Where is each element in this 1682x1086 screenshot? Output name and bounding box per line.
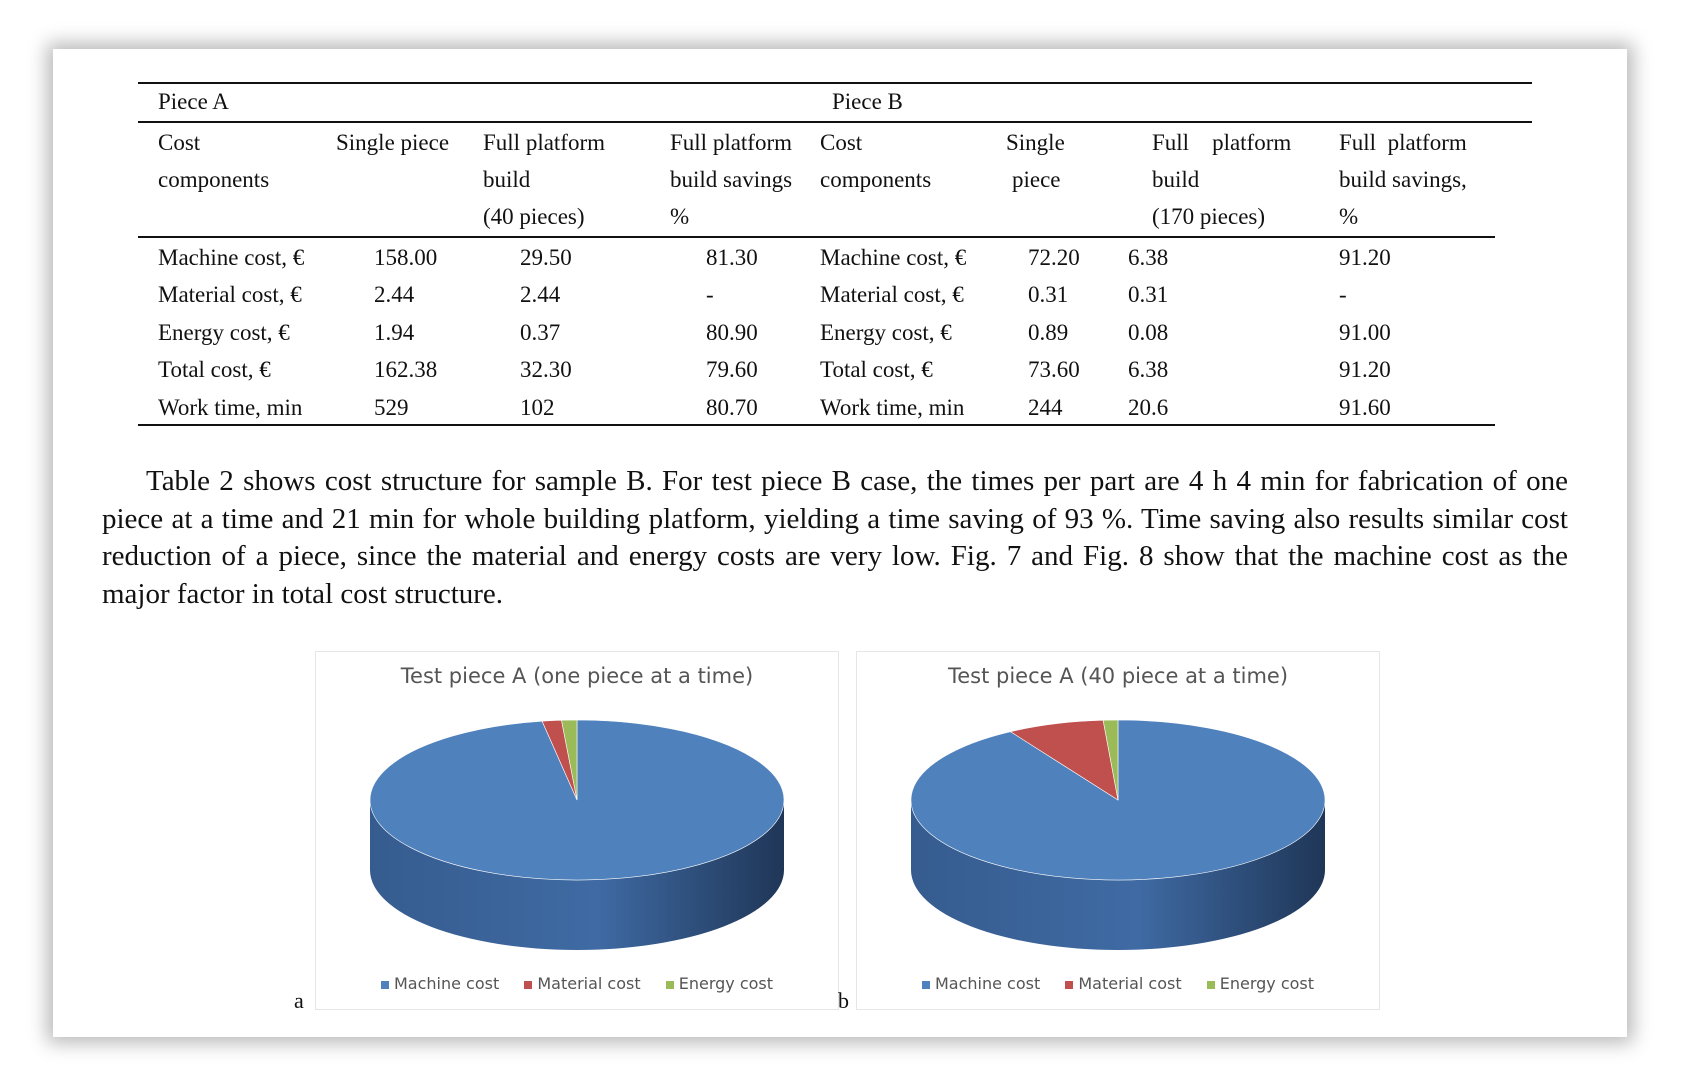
chart-b-title: Test piece A (40 piece at a time): [947, 664, 1289, 688]
table-header-rule: [138, 236, 1495, 238]
header-b-savings-1: Full platform: [1339, 130, 1467, 155]
cell-a-full: 102: [520, 395, 555, 420]
header-a-savings-1: Full platform: [670, 130, 793, 155]
cell-b-savings: 91.00: [1339, 320, 1391, 345]
table-top-rule: [138, 82, 1532, 84]
legend-swatch-machine: [381, 981, 389, 989]
cell-b-full: 20.6: [1128, 395, 1169, 420]
cell-b-full: 6.38: [1128, 245, 1169, 270]
cell-a-single: 162.38: [374, 357, 438, 382]
cell-a-label: Total cost, €: [158, 357, 271, 382]
header-a-cost-2: components: [158, 167, 270, 192]
cell-a-full: 0.37: [520, 320, 561, 345]
chart-b-svg: [857, 652, 1379, 1009]
cell-b-full: 0.08: [1128, 320, 1169, 345]
cell-a-savings: 79.60: [706, 357, 758, 382]
header-b-single-2: piece: [1012, 167, 1061, 192]
cell-a-label: Machine cost, €: [158, 245, 305, 270]
legend-label: Material cost: [1078, 974, 1182, 993]
cell-a-savings: 80.70: [706, 395, 758, 420]
pie-chart-a: [315, 651, 839, 1010]
cell-b-single: 72.20: [1028, 245, 1080, 270]
cell-b-label: Energy cost, €: [820, 320, 952, 345]
header-a-savings-2: build savings: [670, 167, 793, 192]
cell-a-label: Material cost, €: [158, 282, 302, 307]
cell-b-savings: 91.20: [1339, 357, 1391, 382]
cell-b-savings: -: [1339, 282, 1347, 307]
legend-item: [666, 974, 773, 993]
legend-item: [922, 974, 1040, 993]
piece-b-label: Piece B: [832, 89, 903, 114]
legend-item: [381, 974, 499, 993]
chart-a-svg: [316, 652, 838, 1009]
cell-b-savings: 91.60: [1339, 395, 1391, 420]
cell-a-label: Energy cost, €: [158, 320, 290, 345]
cell-b-label: Total cost, €: [820, 357, 933, 382]
legend-label: Material cost: [537, 974, 641, 993]
table-bottom-rule: [138, 424, 1495, 426]
cell-a-single: 1.94: [374, 320, 415, 345]
cell-a-savings: 80.90: [706, 320, 758, 345]
figure-letter-a: a: [294, 988, 304, 1013]
cell-a-single: 2.44: [374, 282, 415, 307]
legend-swatch-energy: [666, 981, 674, 989]
cell-a-single: 529: [374, 395, 409, 420]
cell-b-savings: 91.20: [1339, 245, 1391, 270]
header-b-savings-3: %: [1339, 204, 1359, 229]
cell-b-label: Machine cost, €: [820, 245, 967, 270]
header-b-cost-2: components: [820, 167, 932, 192]
header-a-cost-1: Cost: [158, 130, 201, 155]
header-a-full-3: (40 pieces): [483, 204, 585, 229]
cell-b-full: 6.38: [1128, 357, 1169, 382]
header-b-single-1: Single: [1006, 130, 1065, 155]
cell-b-label: Work time, min: [820, 395, 965, 420]
cell-b-single: 244: [1028, 395, 1063, 420]
piece-a-label: Piece A: [158, 89, 229, 114]
figure-letter-b: b: [838, 988, 849, 1013]
header-b-savings-2: build savings,: [1339, 167, 1467, 192]
cell-b-single: 73.60: [1028, 357, 1080, 382]
legend-item: [524, 974, 640, 993]
header-a-full-2: build: [483, 167, 531, 192]
legend-swatch-energy: [1207, 981, 1215, 989]
table-group-rule: [138, 121, 1532, 123]
cell-b-full: 0.31: [1128, 282, 1169, 307]
legend-label: Machine cost: [934, 974, 1041, 993]
cell-a-full: 29.50: [520, 245, 572, 270]
legend-label: Machine cost: [393, 974, 500, 993]
cell-a-label: Work time, min: [158, 395, 303, 420]
cell-a-savings: 81.30: [706, 245, 758, 270]
legend-label: Energy cost: [678, 974, 774, 993]
header-b-cost-1: Cost: [820, 130, 863, 155]
legend-swatch-machine: [922, 981, 930, 989]
cell-b-label: Material cost, €: [820, 282, 964, 307]
cell-a-full: 32.30: [520, 357, 572, 382]
chart-a-legend: [316, 974, 838, 993]
legend-swatch-material: [524, 981, 532, 989]
cell-a-full: 2.44: [520, 282, 561, 307]
cell-b-single: 0.89: [1028, 320, 1069, 345]
chart-b-legend: [857, 974, 1379, 993]
pie-chart-b: [856, 651, 1380, 1010]
legend-swatch-material: [1065, 981, 1073, 989]
legend-item: [1207, 974, 1314, 993]
header-a-full-1: Full platform: [483, 130, 606, 155]
chart-a-title: Test piece A (one piece at a time): [400, 664, 754, 688]
cell-a-single: 158.00: [374, 245, 438, 270]
header-a-single: Single piece: [336, 130, 450, 155]
cell-b-single: 0.31: [1028, 282, 1069, 307]
header-a-savings-3: %: [670, 204, 690, 229]
header-b-full-1: Full platform: [1152, 130, 1292, 155]
header-b-full-3: (170 pieces): [1152, 204, 1266, 229]
body-paragraph: Table 2 shows cost structure for sample B. For test piece B case, the times per part are 4 h 4 min for fabrication of one piece at a time and 21 min for whole building platform, yielding a time saving of 93 %. Time saving also results similar cost reduction of a piece, since the material and energy costs are very low. Fig. 7 and Fig. 8 show that the machine cost as the major factor in total cost structure.: [102, 465, 1568, 610]
legend-item: [1065, 974, 1181, 993]
cell-a-savings: -: [706, 282, 714, 307]
legend-label: Energy cost: [1219, 974, 1315, 993]
header-b-full-2: build: [1152, 167, 1200, 192]
